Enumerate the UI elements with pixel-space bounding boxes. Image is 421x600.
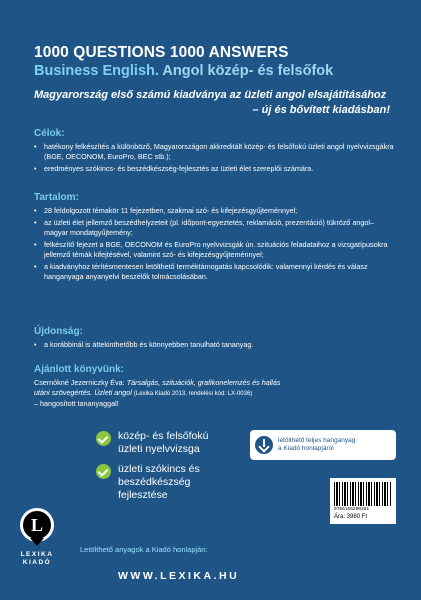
feature-line-2: üzleti nyelvvizsga	[118, 443, 200, 455]
list-item: • a korábbinál is áttekinthetőbb és könnyebben tanulható tananyag.	[34, 340, 394, 350]
feature-item	[96, 430, 236, 456]
tagline-line-2: – új és bővített kiadásban!	[252, 104, 390, 116]
list-item: • az üzleti élet jellemző beszédhelyzeteit (pl. időpont-egyeztetés, reklamáció, prezentáció) tükröző angol–magyar mondatgyűjtemény;	[34, 218, 394, 238]
subtitle-brand: Business English.	[34, 63, 159, 79]
publisher-logo	[12, 508, 62, 572]
logo-name-line-1: LEXIKA	[20, 551, 54, 558]
book-title-part-2: utáni szövegértés. Üzleti angol	[34, 388, 132, 397]
logo-circle-icon	[20, 508, 54, 542]
novelty-list	[34, 340, 394, 350]
list-item: • felkészítő fejezet a BGE, OECONOM és EuroPro nyelvvizsgák ún. szituációs feladataihoz a vizsgatípusokra jellemző témák kifejtésével, valamint szó- és kifejezésgyűjteménnyel;	[34, 240, 394, 260]
feature-line-1: üzleti szókincs és	[118, 463, 200, 475]
feature-item	[96, 463, 236, 502]
check-icon	[96, 464, 111, 479]
download-text	[278, 437, 355, 453]
list-item: • eredményes szókincs- és beszédkészség-fejlesztés az üzleti élet szereplői számára.	[34, 164, 394, 174]
goals-section	[34, 128, 394, 176]
book-subtitle	[34, 63, 333, 79]
series-title: 1000 QUESTIONS 1000 ANSWERS	[34, 44, 289, 61]
contents-list	[34, 206, 394, 282]
download-badge	[250, 430, 396, 460]
list-item: • hatékony felkészítés a különböző, Magyarországon akkreditált közép- és felsőfokú üzleti angol nyelvvizsgákra (BGE, OECONOM, EuroPro, BEC stb.);	[34, 142, 394, 162]
recommended-heading: Ajánlott könyvünk:	[34, 364, 125, 375]
goals-list	[34, 142, 394, 174]
isbn-number: 9786155200281	[334, 507, 370, 512]
subtitle-level: Angol közép- és felsőfok	[162, 63, 334, 79]
book-author: Csernókné Jezerniczky Éva:	[34, 378, 125, 387]
tagline	[34, 88, 390, 118]
contents-section	[34, 192, 394, 284]
recommended-book-line-1	[34, 378, 394, 388]
check-icon	[96, 431, 111, 446]
logo-name-line-2: KIADÓ	[22, 559, 52, 566]
recommended-book-line-2	[34, 388, 394, 399]
feature-line-1: közép- és felsőfokú	[118, 430, 209, 442]
tagline-line-1: Magyarország első számú kiadványa az üzleti angol elsajátításához	[34, 89, 387, 101]
list-item: • 28 feldolgozott témakör 11 fejezetben, szakmai szó- és kifejezésgyűjteménnyel;	[34, 206, 394, 216]
goals-heading: Célok:	[34, 128, 65, 139]
novelty-heading: Újdonság:	[34, 326, 83, 337]
download-note: Letölthető anyagok a Kiadó honlapján:	[80, 545, 208, 554]
novelty-section	[34, 326, 394, 352]
download-icon	[255, 436, 273, 454]
book-title-part-1: Társalgás, szituációk, grafikonelemzés és hallás	[126, 378, 281, 387]
logo-tail-icon	[30, 538, 44, 546]
recommended-section	[34, 364, 394, 409]
download-line-1: letölthető teljes hanganyag	[278, 437, 356, 444]
feature-line-2: beszédkészség fejlesztése	[118, 476, 191, 501]
logo-letter: L	[30, 515, 43, 535]
price: Ára: 3980 Ft	[334, 514, 368, 520]
feature-list	[96, 430, 236, 509]
contents-heading: Tartalom:	[34, 192, 79, 203]
barcode-label	[330, 478, 396, 524]
barcode-icon	[334, 482, 392, 506]
download-line-2: a Kiadó honlapjáról	[278, 445, 334, 452]
list-item: • a kiadványhoz térítésmentesen letölthető terméktámogatás kapcsolódik: valamennyi kérdés és válasz hanganyaga anyanyelvi beszélők tolmácsolásában.	[34, 262, 394, 282]
book-meta: (Lexika Kiadó 2013, rendelési kód: LX-0036)	[133, 391, 253, 397]
book-note: – hangosított tananyaggal!	[34, 399, 119, 408]
publisher-url[interactable]: WWW.LEXIKA.HU	[118, 570, 240, 582]
logo-name	[12, 551, 62, 567]
